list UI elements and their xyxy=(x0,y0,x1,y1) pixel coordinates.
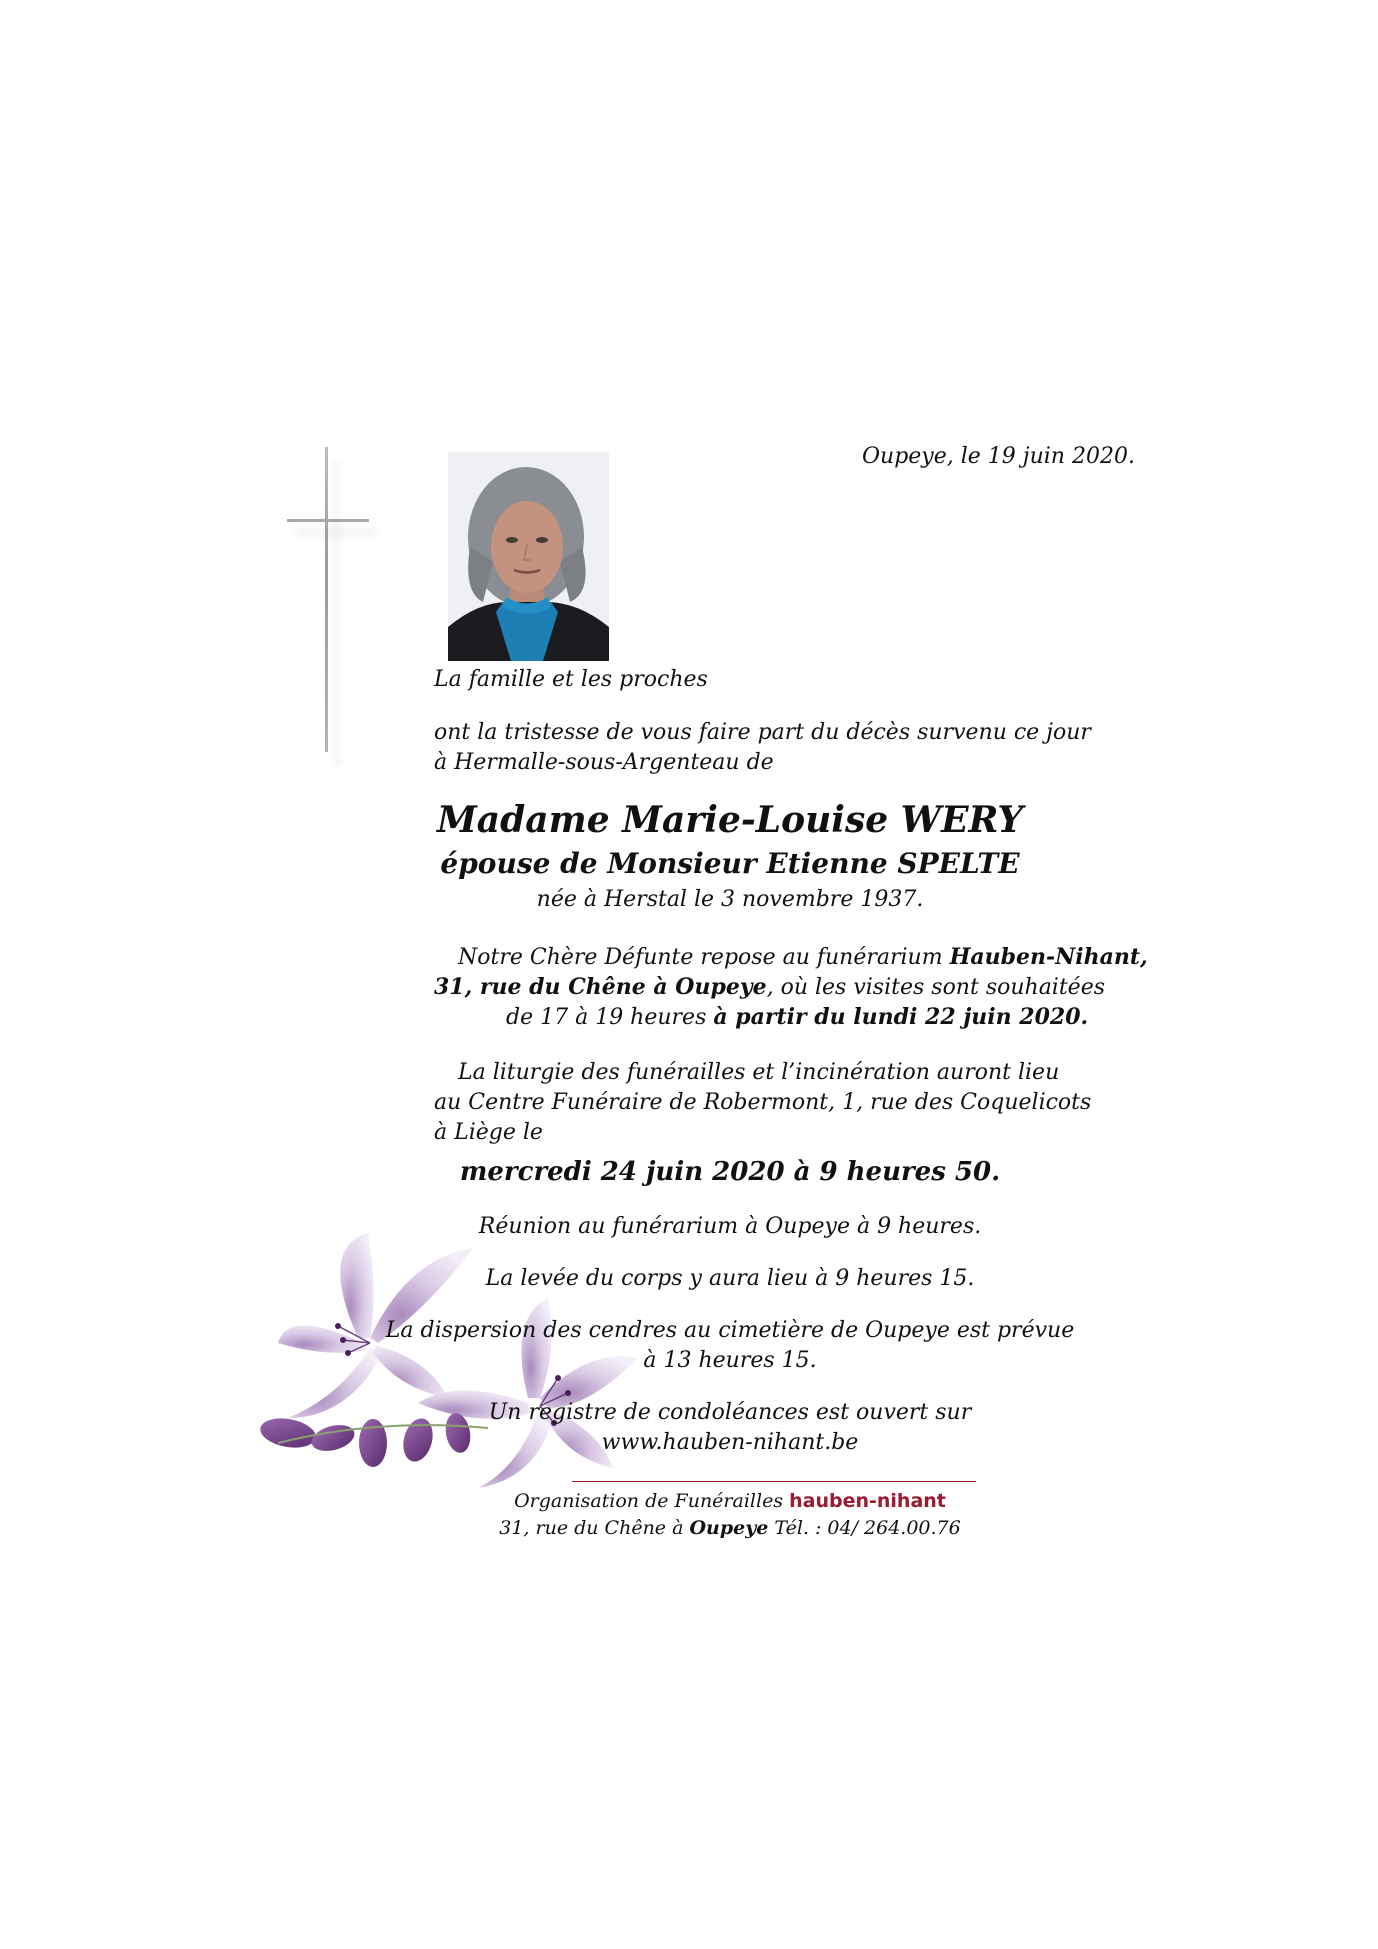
intro-announcement: ont la tristesse de vous faire part du décès survenu ce jour xyxy=(434,720,1091,745)
ceremony-datetime: mercredi 24 juin 2020 à 9 heures 50. xyxy=(459,1157,1001,1187)
footer-addr-city: Oupeye xyxy=(689,1517,769,1539)
deceased-birth: née à Herstal le 3 novembre 1937. xyxy=(536,887,924,912)
footer-organisation xyxy=(0,1488,1378,1514)
dispersion-info-1: La dispersion des cendres au cimetière de Oupeye est prévue xyxy=(385,1318,1075,1343)
footer-divider xyxy=(572,1481,976,1482)
registre-info: Un registre de condoléances est ouvert sur xyxy=(488,1400,972,1425)
intro-family: La famille et les proches xyxy=(434,667,708,692)
deceased-name: Madame Marie-Louise WERY xyxy=(436,799,1024,841)
funeral-line-1: La liturgie des funérailles et l’incinération auront lieu xyxy=(458,1060,1060,1085)
visitation-address: 31, rue du Chêne à Oupeye xyxy=(434,974,767,1000)
footer-address xyxy=(0,1515,1378,1541)
visitation-hours: de 17 à 19 heures xyxy=(506,1005,714,1030)
visitation-line-2 xyxy=(434,972,1105,1003)
footer-addr-text: 31, rue du Chêne à xyxy=(499,1517,690,1539)
cross-bar xyxy=(287,519,369,522)
visitation-text-1: Notre Chère Défunte repose au funérarium xyxy=(458,945,950,970)
visitation-text-2: , où les visites sont souhaitées xyxy=(766,975,1106,1000)
registre-link[interactable]: www.hauben-nihant.be xyxy=(601,1430,859,1455)
deceased-spouse: épouse de Monsieur Etienne SPELTE xyxy=(440,847,1020,880)
footer-org-text: Organisation de Funérailles xyxy=(514,1490,790,1512)
brand-logo: hauben-nihant xyxy=(789,1490,946,1512)
cross-icon xyxy=(325,447,328,752)
footer-phone: Tél. : 04/ 264.00.76 xyxy=(768,1517,961,1539)
visitation-line-3 xyxy=(506,1002,1088,1033)
date-line: Oupeye, le 19 juin 2020. xyxy=(862,444,1135,469)
portrait-photo xyxy=(448,452,609,661)
levee-info: La levée du corps y aura lieu à 9 heures 15. xyxy=(485,1266,975,1291)
dispersion-info-2: à 13 heures 15. xyxy=(643,1348,817,1373)
visitation-funeral-home: Hauben-Nihant, xyxy=(949,944,1148,970)
reunion-info: Réunion au funérarium à Oupeye à 9 heures. xyxy=(478,1214,982,1239)
visitation-line-1 xyxy=(458,942,1148,973)
visitation-start-date: à partir du lundi 22 juin 2020. xyxy=(713,1004,1089,1030)
funeral-line-2: au Centre Funéraire de Robermont, 1, rue des Coquelicots xyxy=(434,1090,1092,1115)
intro-place: à Hermalle-sous-Argenteau de xyxy=(434,750,774,775)
funeral-line-3: à Liège le xyxy=(434,1120,543,1145)
